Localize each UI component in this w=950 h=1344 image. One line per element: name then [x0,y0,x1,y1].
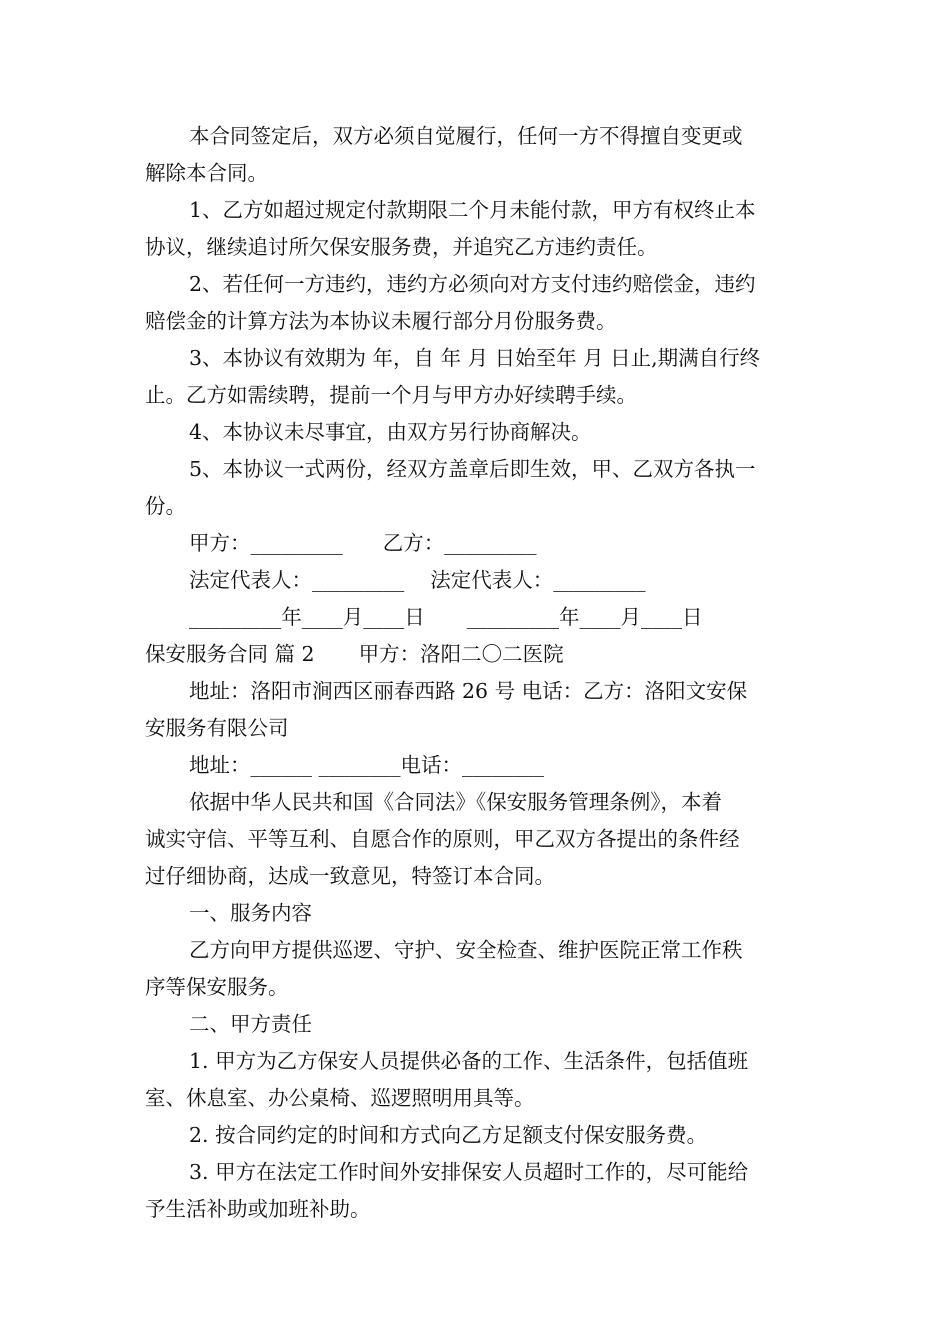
clause-4-line: 4、本协议未尽事宜，由双方另行协商解决。 [189,420,592,444]
preamble-line: 过仔细协商，达成一致意见，特签订本合同。 [145,864,555,888]
clause-1-line: 1、乙方如超过规定付款期限二个月未能付款，甲方有权终止本 [189,198,756,222]
preamble-line: 依据中华人民共和国《合同法》《保安服务管理条例》，本着 [189,790,722,814]
section-heading: 二、甲方责任 [189,1012,312,1036]
party-a-signature-field: 甲方：_________ [189,531,343,555]
date-a-field: _________年____月____日 [189,605,425,629]
document-page [145,118,810,1228]
responsibility-line: 1. 甲方为乙方保安人员提供必备的工作、生活条件，包括值班 [189,1049,749,1073]
preamble-line: 诚实守信、平等互利、自愿合作的原则，甲乙双方各提出的条件经 [145,827,740,851]
paragraph-line: 解除本合同。 [145,161,268,185]
clause-2-line: 2、若任何一方违约，违约方必须向对方支付违约赔偿金，违约 [189,272,756,296]
responsibility-line: 室、休息室、办公桌椅、巡逻照明用具等。 [145,1086,535,1110]
clause-1-line: 协议，继续追讨所欠保安服务费，并追究乙方违约责任。 [145,235,658,259]
rep-b-signature-field: 法定代表人：_________ [430,568,646,592]
responsibility-line: 予生活补助或加班补助。 [145,1197,371,1221]
service-content-line: 序等保安服务。 [145,975,289,999]
clause-5-line: 5、本协议一式两份，经双方盖章后即生效，甲、乙双方各执一 [189,457,756,481]
signature-date-row [145,599,810,636]
clause-3-line: 止。乙方如需续聘，提前一个月与甲方办好续聘手续。 [145,383,637,407]
section-heading: 一、服务内容 [189,901,312,925]
address-line: 地址：______ ________电话：________ [189,753,545,777]
address-line: 安服务有限公司 [145,716,289,740]
paragraph-line: 本合同签定后，双方必须自觉履行，任何一方不得擅自变更或 [189,124,743,148]
rep-a-signature-field: 法定代表人：_________ [189,568,405,592]
clause-3-line: 3、本协议有效期为 年，自 年 月 日始至年 月 日止,期满自行终 [189,346,761,370]
responsibility-line: 2. 按合同约定的时间和方式向乙方足额支付保安服务费。 [189,1123,708,1147]
clause-2-line: 赔偿金的计算方法为本协议未履行部分月份服务费。 [145,309,617,333]
responsibility-line: 3. 甲方在法定工作时间外安排保安人员超时工作的，尽可能给 [189,1160,749,1184]
service-content-line: 乙方向甲方提供巡逻、守护、安全检查、维护医院正常工作秩 [189,938,743,962]
party-b-signature-field: 乙方：_________ [382,531,537,555]
address-line: 地址：洛阳市涧西区丽春西路 26 号 电话：乙方：洛阳文安保 [189,679,748,703]
section-title-row [145,636,810,673]
date-b-field: _________年____月____日 [466,605,703,629]
section-party-a: 甲方：洛阳二〇二医院 [358,642,564,666]
section-title: 保安服务合同 篇 2 [145,642,315,666]
signature-party-row [145,525,810,562]
signature-rep-row [145,562,810,599]
clause-5-line: 份。 [145,494,186,518]
